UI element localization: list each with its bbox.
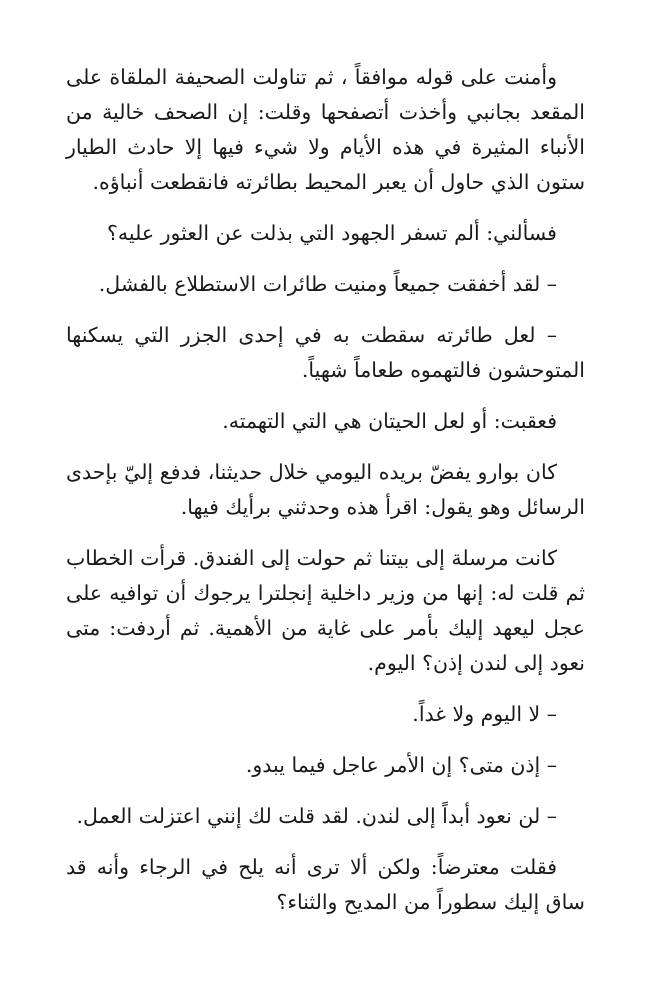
paragraph: كانت مرسلة إلى بيتنا ثم حولت إلى الفندق. قرأت الخطاب ثم قلت له: إنها من وزير داخلية إنجلترا يرجوك أن توافيه على عجل ليعهد إليك بأمر على غاية من الأهمية. ثم أردفت: متى نعود إلى لندن إذن؟ اليوم.: [66, 546, 585, 675]
paragraph: فقلت معترضاً: ولكن ألا ترى أنه يلح في الرجاء وأنه قد ساق إليك سطوراً من المديح والثناء؟: [66, 855, 585, 914]
paragraph: – لن نعود أبداً إلى لندن. لقد قلت لك إنني اعتزلت العمل.: [76, 804, 557, 828]
paragraph: فسألني: ألم تسفر الجهود التي بذلت عن العثور عليه؟: [107, 221, 557, 245]
paragraph: – لعل طائرته سقطت به في إحدى الجزر التي يسكنها المتوحشون فالتهموه طعاماً شهياً.: [66, 323, 585, 382]
paragraph: – لا اليوم ولا غداً.: [412, 702, 557, 726]
paragraph: فعقبت: أو لعل الحيتان هي التي التهمته.: [222, 409, 557, 433]
paragraph: وأمنت على قوله موافقاً ، ثم تناولت الصحيفة الملقاة على المقعد بجانبي وأخذت أتصفحها وقلت: إن الصحف خالية من الأنباء المثيرة في هذه الأيام ولا شيء فيها إلا حادث الطيار ستون الذي حاول أن يعبر المحيط بطائرته فانقطعت أنباؤه.: [66, 65, 585, 194]
paragraph: – لقد أخفقت جميعاً ومنيت طائرات الاستطلاع بالفشل.: [98, 272, 557, 296]
paragraph: – إذن متى؟ إن الأمر عاجل فيما يبدو.: [245, 753, 557, 777]
paragraph: كان بوارو يفضّ بريده اليومي خلال حديثنا، فدفع إليّ بإحدى الرسائل وهو يقول: اقرأ هذه وحدثني برأيك فيها.: [66, 460, 585, 519]
